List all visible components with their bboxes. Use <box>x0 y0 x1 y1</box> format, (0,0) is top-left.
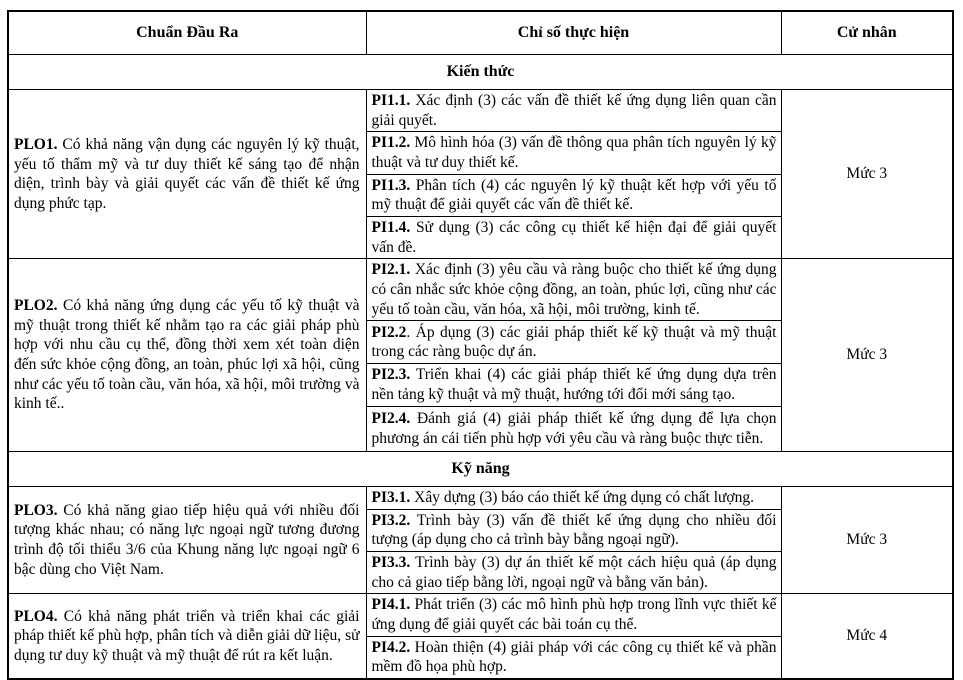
section-row-kien-thuc <box>8 55 953 90</box>
plo1-level-cell: Mức 3 <box>781 90 953 259</box>
pi4-2-cell <box>366 636 781 679</box>
pi4-1-label: PI4.1. <box>371 596 411 614</box>
pi3-1-label: PI3.1. <box>371 488 411 506</box>
plo4-level-cell: Mức 4 <box>781 594 953 679</box>
pi2-1-cell <box>366 259 781 321</box>
plo1-label: PLO1. <box>14 135 58 153</box>
header-chuan-dau-ra: Chuẩn Đầu Ra <box>8 11 366 55</box>
pi2-4-text: Đánh giá (4) giải pháp thiết kế ứng dụng để lựa chọn phương án cái tiến phù hợp với yêu cầu và ràng buộc thực tiễn. <box>371 410 777 447</box>
pi2-3-label: PI2.3. <box>371 366 411 384</box>
pi2-2-label: PI2.2 <box>371 323 407 341</box>
pi3-2-cell <box>366 509 781 551</box>
pi1-3-cell <box>366 174 781 216</box>
pi1-4-text: Sử dụng (3) các công cụ thiết kế hiện đại để giải quyết vấn đề. <box>371 219 777 256</box>
pi2-2-cell <box>366 321 781 364</box>
section-title-kien-thuc: Kiến thức <box>8 55 953 90</box>
plo4-label: PLO4. <box>14 607 58 625</box>
header-chi-so-thuc-hien: Chỉ số thực hiện <box>366 11 781 55</box>
plo4-text: Có khả năng phát triển và triển khai các giải pháp thiết kế phù hợp, phân tích và diễn giải dữ liệu, sử dụng tư duy kỹ thuật và mỹ thuật để rút ra kết luận. <box>14 607 360 665</box>
pi1-1-cell <box>366 90 781 132</box>
pi1-1-text: Xác định (3) các vấn đề thiết kế ứng dụng liên quan cần giải quyết. <box>371 92 777 129</box>
pi1-1-label: PI1.1. <box>371 92 411 109</box>
pi3-3-label: PI3.3. <box>371 554 411 572</box>
plo3-cell <box>8 486 366 594</box>
pi3-1-cell <box>366 486 781 509</box>
plo3-level-cell: Mức 3 <box>781 486 953 594</box>
pi2-4-label: PI2.4. <box>371 410 411 428</box>
pi4-2-label: PI4.2. <box>371 638 411 656</box>
pi2-3-cell <box>366 364 781 406</box>
learning-outcomes-table <box>7 10 954 680</box>
pi1-2-text: Mô hình hóa (3) vấn đề thông qua phân tích nguyên lý kỹ thuật và tư duy thiết kế. <box>371 134 777 172</box>
pi4-2-text: Hoàn thiện (4) giải pháp với các công cụ thiết kế và phần mềm đồ họa phù hợp. <box>371 638 777 676</box>
pi2-2-text: . Áp dụng (3) các giải pháp thiết kế kỹ thuật và mỹ thuật trong các ràng buộc dự án. <box>371 323 777 361</box>
table-row <box>8 486 953 509</box>
plo3-label: PLO3. <box>14 501 58 519</box>
section-title-ky-nang: Kỹ năng <box>8 451 953 486</box>
plo1-text: Có khả năng vận dụng các nguyên lý kỹ thuật, yếu tố thẩm mỹ và tư duy thiết kế sáng tạo để nhận diện, trình bày và giải quyết các vấn đề thiết kế ứng dụng phức tạp. <box>14 135 360 212</box>
pi1-2-cell <box>366 132 781 174</box>
plo2-level-cell: Mức 3 <box>781 259 953 451</box>
plo2-text: Có khả năng ứng dụng các yếu tố kỹ thuật và mỹ thuật trong thiết kế nhằm tạo ra các giải pháp phù hợp với nhu cầu cụ thể, đồng thời xem xét toàn diện đến sức khỏe cộng đồng, an toàn, phúc lợi xã hội, cũng như các yếu tố toàn cầu, văn hóa, xã hội, môi trường và kinh tế.. <box>14 297 360 413</box>
pi1-4-cell <box>366 217 781 259</box>
pi3-1-text: Xây dựng (3) báo cáo thiết kế ứng dụng có chất lượng. <box>410 488 754 506</box>
table-row <box>8 90 953 132</box>
pi2-1-text: Xác định (3) yêu cầu và ràng buộc cho thiết kế ứng dụng có cân nhắc sức khỏe cộng đồng, an toàn, phúc lợi, cũng như các yếu tố toàn cầu, văn hóa, xã hội, môi trường, kinh tế. <box>371 261 777 318</box>
pi4-1-cell <box>366 594 781 636</box>
plo3-text: Có khả năng giao tiếp hiệu quả với nhiều đối tượng khác nhau; có năng lực ngoại ngữ tương đương trình độ tối thiểu 3/6 của Khung năng lực ngoại ngữ 6 bậc dùng cho Việt Nam. <box>14 501 360 578</box>
plo4-cell <box>8 594 366 679</box>
pi2-4-cell <box>366 406 781 451</box>
table-row <box>8 594 953 636</box>
table-row <box>8 259 953 321</box>
pi3-2-text: Trình bày (3) vấn đề thiết kế ứng dụng cho nhiều đối tượng (áp dụng cho cả trình bày bằng ngoại ngữ). <box>371 511 777 549</box>
plo1-cell <box>8 90 366 259</box>
table-header-row <box>8 11 953 55</box>
pi1-3-label: PI1.3. <box>371 176 411 194</box>
pi2-1-label: PI2.1. <box>371 261 411 279</box>
pi1-4-label: PI1.4. <box>371 219 411 237</box>
pi3-2-label: PI3.2. <box>371 511 411 529</box>
plo2-cell <box>8 259 366 451</box>
section-row-ky-nang <box>8 451 953 486</box>
pi4-1-text: Phát triển (3) các mô hình phù hợp trong lĩnh vực thiết kế ứng dụng để giải quyết các bài toán cụ thể. <box>371 596 777 634</box>
pi2-3-text: Triển khai (4) các giải pháp thiết kế ứng dụng dựa trên nền tảng kỹ thuật và mỹ thuật, hướng tới đổi mới sáng tạo. <box>371 366 777 404</box>
pi3-3-text: Trình bày (3) dự án thiết kế một cách hiệu quả (áp dụng cho cả giao tiếp bằng lời, ngoại ngữ và bằng văn bản). <box>371 554 777 591</box>
pi3-3-cell <box>366 552 781 594</box>
pi1-3-text: Phân tích (4) các nguyên lý kỹ thuật kết hợp với yếu tố mỹ thuật để giải quyết các vấn đề thiết kế. <box>371 176 777 214</box>
plo2-label: PLO2. <box>14 297 58 315</box>
header-cu-nhan: Cử nhân <box>781 11 953 55</box>
pi1-2-label: PI1.2. <box>371 134 411 152</box>
